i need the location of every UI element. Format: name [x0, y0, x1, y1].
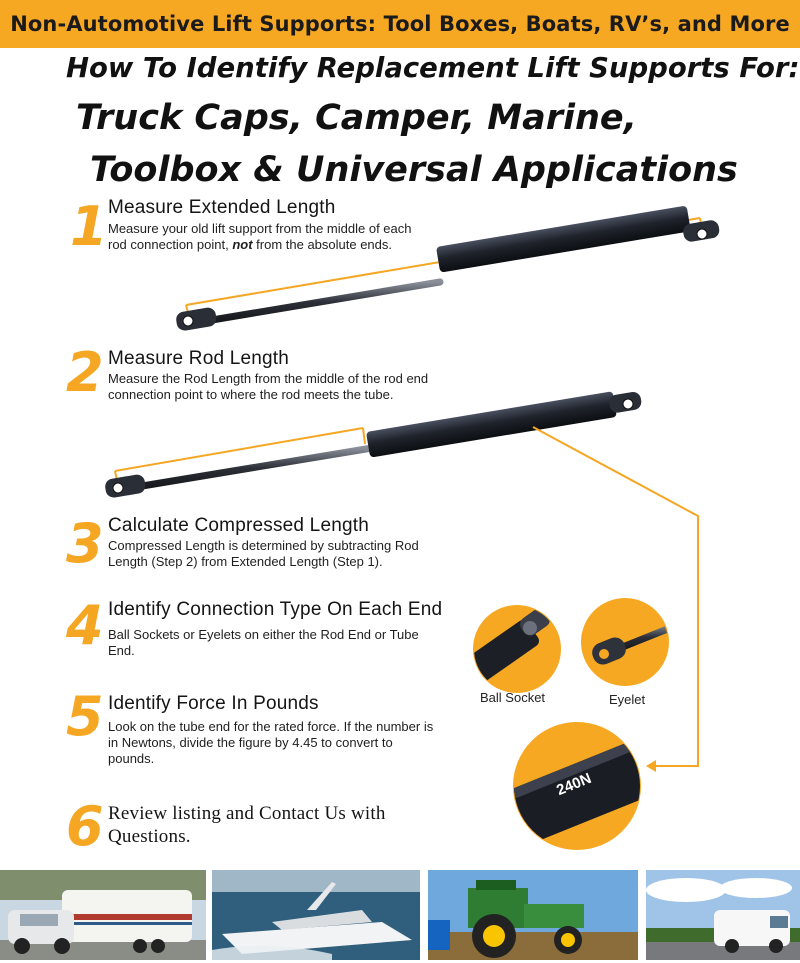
- step-1-number: 1: [70, 195, 108, 258]
- application-photo-strip: [0, 870, 800, 963]
- headline-line-1: How To Identify Replacement Lift Supports For:: [66, 52, 800, 84]
- camper-trailer-photo: [0, 870, 206, 960]
- eyelet-caption: Eyelet: [609, 692, 646, 707]
- step-4-number: 4: [66, 594, 104, 657]
- step-3-number: 3: [66, 512, 104, 575]
- sport-fishing-boat-photo: [212, 870, 420, 960]
- step-4-title: Identify Connection Type On Each End: [108, 599, 443, 620]
- step-5-title: Identify Force In Pounds: [108, 693, 319, 714]
- headline-line-2: Truck Caps, Camper, Marine,: [76, 98, 637, 138]
- ball-socket-image: [459, 605, 561, 693]
- step-5-number: 5: [66, 685, 104, 748]
- farm-tractor-photo: [428, 870, 638, 960]
- step-1-title: Measure Extended Length: [108, 197, 336, 218]
- step-3-description: Compressed Length is determined by subtracting Rod Length (Step 2) from Extended Length (Step 1).: [108, 538, 419, 569]
- delivery-van-photo: [646, 870, 800, 960]
- step-2-description: Measure the Rod Length from the middle of the rod end connection point to where the rod meets the tube.: [108, 371, 429, 402]
- step-1-description: Measure your old lift support from the middle of each rod connection point, not from the absolute ends.: [108, 221, 412, 252]
- force-label: 240N: [554, 769, 594, 800]
- step-2-title: Measure Rod Length: [108, 348, 290, 369]
- eyelet-image: [581, 598, 680, 686]
- step-2-number: 2: [66, 341, 104, 404]
- step-6-title: Review listing and Contact Us with Questions.: [108, 803, 386, 847]
- ball-socket-caption: Ball Socket: [480, 690, 546, 705]
- headline-line-3: Toolbox & Universal Applications: [90, 150, 738, 190]
- step-3-title: Calculate Compressed Length: [108, 515, 369, 536]
- step-1-emphasis: not: [232, 237, 253, 252]
- step-5-description: Look on the tube end for the rated force. If the number is in Newtons, divide the figure by 4.45 to convert to pounds.: [108, 719, 434, 766]
- step-4-description: Ball Sockets or Eyelets on either the Rod End or Tube End.: [108, 627, 419, 658]
- step-6-number: 6: [66, 795, 104, 858]
- banner-text: Non-Automotive Lift Supports: Tool Boxes, Boats, RV’s, and More: [10, 12, 790, 36]
